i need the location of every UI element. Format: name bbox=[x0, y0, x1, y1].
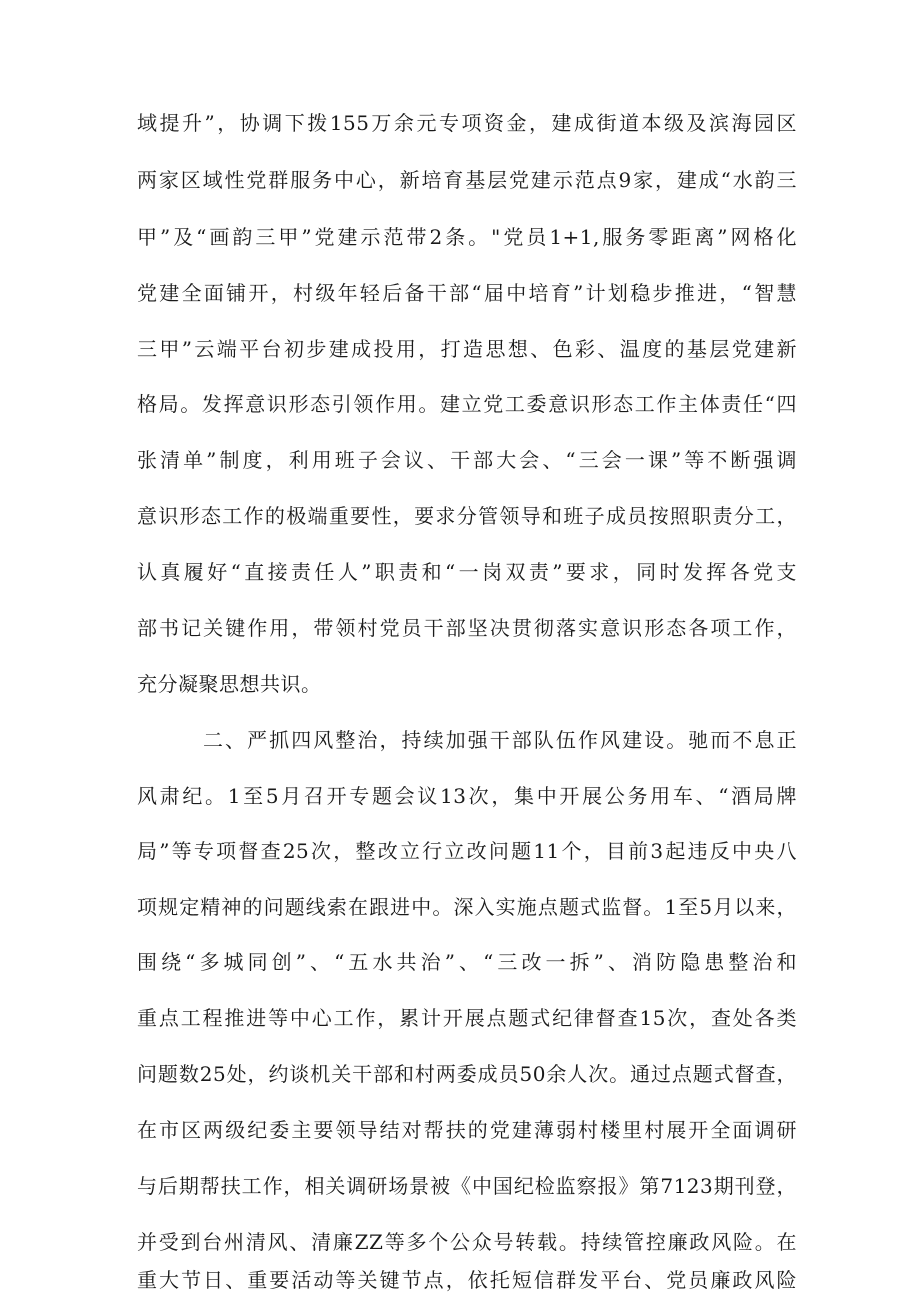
paragraph-1-line: 充分凝聚思想共识。 bbox=[137, 672, 322, 696]
paragraph-1-line: 张清单”制度，利用班子会议、干部大会、“三会一课”等不断强调 bbox=[137, 448, 797, 472]
paragraph-2-line: 重大节日、重要活动等关键节点，依托短信群发平台、党员廉政风险 bbox=[137, 1268, 797, 1292]
paragraph-1-line: 党建全面铺开，村级年轻后备干部“届中培育”计划稳步推进，“智慧 bbox=[137, 281, 797, 305]
paragraph-1-line: 三甲”云端平台初步建成投用，打造思想、色彩、温度的基层党建新 bbox=[137, 337, 797, 361]
paragraph-2-line: 问题数25处，约谈机关干部和村两委成员50余人次。通过点题式督查， bbox=[137, 1062, 797, 1086]
paragraph-1-line: 域提升”，协调下拨155万余元专项资金，建成街道本级及滨海园区 bbox=[137, 111, 797, 135]
paragraph-1-line: 意识形态工作的极端重要性，要求分管领导和班子成员按照职责分工， bbox=[137, 504, 797, 528]
paragraph-2-line: 在市区两级纪委主要领导结对帮扶的党建薄弱村楼里村展开全面调研 bbox=[137, 1118, 797, 1142]
section-heading-line: 二、严抓四风整治，持续加强干部队伍作风建设。驰而不息正 bbox=[203, 728, 797, 752]
paragraph-1-line: 认真履好“直接责任人”职责和“一岗双责”要求，同时发挥各党支 bbox=[137, 560, 797, 584]
paragraph-1-line: 甲”及“画韵三甲”党建示范带2条。"党员1+1,服务零距离”网格化 bbox=[137, 225, 797, 249]
paragraph-1-line: 部书记关键作用，带领村党员干部坚决贯彻落实意识形态各项工作， bbox=[137, 616, 797, 640]
paragraph-1-line: 格局。发挥意识形态引领作用。建立党工委意识形态工作主体责任“四 bbox=[137, 392, 797, 416]
paragraph-2-line: 与后期帮扶工作，相关调研场景被《中国纪检监察报》第7123期刊登， bbox=[137, 1174, 797, 1198]
paragraph-2-line: 局”等专项督查25次，整改立行立改问题11个，目前3起违反中央八 bbox=[137, 839, 797, 863]
paragraph-2-line: 项规定精神的问题线索在跟进中。深入实施点题式监督。1至5月以来， bbox=[137, 895, 797, 919]
paragraph-2-line: 风肃纪。1至5月召开专题会议13次，集中开展公务用车、“酒局牌 bbox=[137, 784, 797, 808]
paragraph-2-line: 并受到台州清风、清廉ZZ等多个公众号转载。持续管控廉政风险。在 bbox=[137, 1230, 797, 1254]
paragraph-1-line: 两家区域性党群服务中心，新培育基层党建示范点9家，建成“水韵三 bbox=[137, 168, 797, 192]
paragraph-2-line: 重点工程推进等中心工作，累计开展点题式纪律督查15次，查处各类 bbox=[137, 1006, 797, 1030]
paragraph-2-line: 围绕“多城同创”、“五水共治”、“三改一拆”、消防隐患整治和 bbox=[137, 950, 797, 974]
